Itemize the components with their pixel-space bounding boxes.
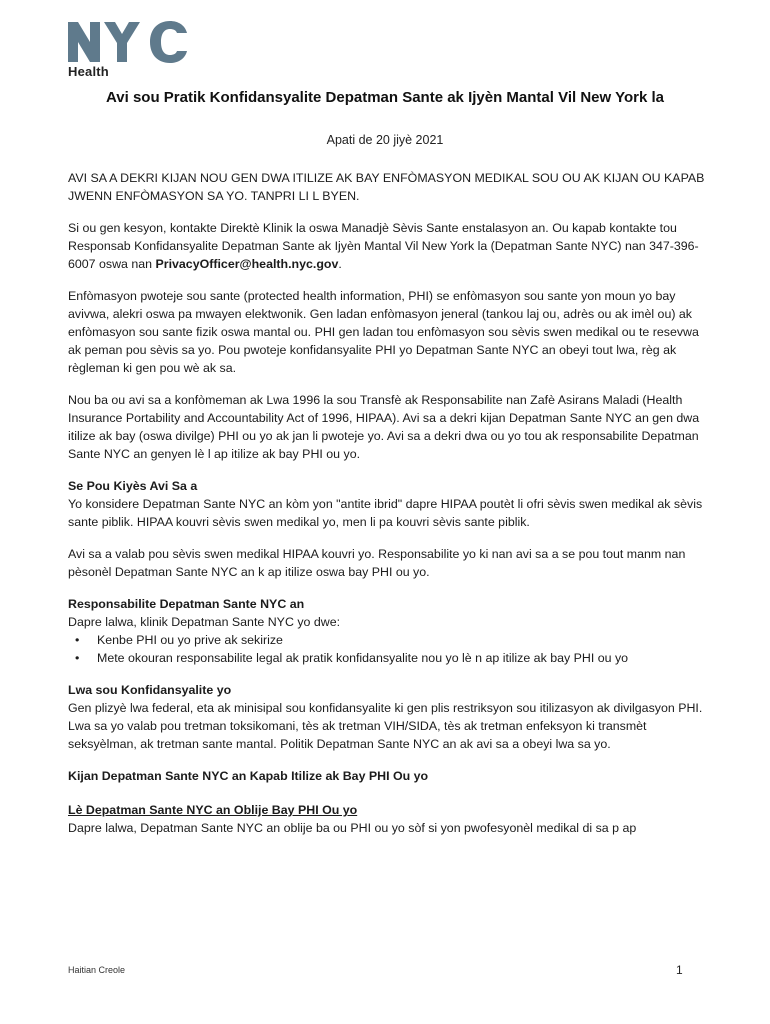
footer-language: Haitian Creole — [68, 965, 126, 975]
bullet-icon: • — [75, 651, 80, 665]
required-disclosure-paragraph: Dapre lalwa, Depatman Sante NYC an oblije ba ou PHI ou yo sòf si yon pwofesyonèl medikal di sa p ap — [68, 821, 637, 835]
section-heading-scope: Se Pou Kiyès Avi Sa a — [68, 479, 198, 493]
contact-paragraph — [68, 219, 708, 273]
section-heading-required-disclosure: Lè Depatman Sante NYC an Oblije Bay PHI Ou yo — [68, 803, 358, 817]
contact-end: . — [338, 257, 342, 271]
nyc-logo-mark — [67, 20, 191, 64]
section-heading-uses: Kijan Depatman Sante NYC an Kapab Itilize ak Bay PHI Ou yo — [68, 769, 429, 783]
phi-paragraph: Enfòmasyon pwoteje sou sante (protected health information, PHI) se enfòmasyon sou sante yon moun yo bay avivwa, alekri oswa pa mwayen elektwonik. Gen ladan enfòmasyon jeneral (tankou laj ou, adrès ou ak imèl ou) ak enfòmasyon sou sante fizik oswa mantal ou. PHI gen ladan tou enfòmasyon sou sèvis swen medikal ou te resevwa ak peman pou sèvis sa yo. Pou pwoteje konfidansyalite PHI yo Depatman Sante NYC an obeyi tout lwa, règ ak règleman ki gen pou wè ak sa. — [68, 289, 699, 375]
bullet-icon: • — [75, 633, 80, 647]
scope-paragraph-2: Avi sa a valab pou sèvis swen medikal HIPAA kouvri yo. Responsabilite yo ki nan avi sa a se pou tout manm nan pèsonèl Depatman Sante NYC an k ap itilize oswa bay PHI ou yo. — [68, 547, 686, 579]
document-title: Avi sou Pratik Konfidansyalite Depatman Sante ak Ijyèn Mantal Vil New York la — [106, 89, 664, 106]
page-number: 1 — [676, 963, 683, 977]
privacy-laws-paragraph: Gen plizyè lwa federal, eta ak minisipal sou konfidansyalite ki gen plis restriksyon sou itilizasyon ak divilgasyon PHI. Lwa sa yo valab pou tretman toksikomani, tès ak tretman VIH/SIDA, tès ak tretman enfeksyon ki transmèt seksyèlman, ak tretman sante mantal. Politik Depatman Sante NYC an ak avi sa a obeyi lwa sa yo. — [68, 701, 703, 751]
document-date: Apati de 20 jiyè 2021 — [326, 133, 444, 147]
scope-paragraph-1: Yo konsidere Depatman Sante NYC an kòm yon "antite ibrid" dapre HIPAA poutèt li ofri sèvis swen medikal ak sèvis sante piblik. HIPAA kouvri sèvis swen medikal yo, men li pa kouvri sèvis sante piblik. — [68, 497, 703, 529]
list-item — [68, 649, 708, 667]
section-heading-privacy-laws: Lwa sou Konfidansyalite yo — [68, 683, 232, 697]
intro-notice: AVI SA A DEKRI KIJAN NOU GEN DWA ITILIZE AK BAY ENFÒMASYON MEDIKAL SOU OU AK KIJAN OU KAPAB JWENN ENFÒMASYON SA YO. TANPRI LI L BYEN. — [68, 171, 705, 203]
section-heading-responsibilities: Responsabilite Depatman Sante NYC an — [68, 597, 305, 611]
responsibilities-list — [68, 631, 708, 667]
list-item-text: Kenbe PHI ou yo prive ak sekirize — [97, 633, 283, 647]
list-item — [68, 631, 708, 649]
hipaa-paragraph: Nou ba ou avi sa a konfòmeman ak Lwa 1996 la sou Transfè ak Responsabilite nan Zafè Asirans Maladi (Health Insurance Portability and Accountability Act of 1996, HIPAA). Avi sa a dekri kijan Depatman Sante NYC an gen dwa itilize ak bay (oswa divilge) PHI ou yo ak jan li pwoteje yo. Avi sa a dekri dwa ou yo tou ak responsabilite Depatman Sante NYC an genyen lè l ap itilize ak bay PHI ou yo. — [68, 393, 700, 461]
contact-text: Si ou gen kesyon, kontakte Direktè Klinik la oswa Manadjè Sèvis Sante enstalasyon an. Ou kapab kontakte tou Responsab Konfidansyalite Depatman Sante ak Ijyèn Mantal Vil New York la (Depatman Sante NYC) nan 347-396-6007 oswa nan — [68, 221, 699, 271]
responsibilities-intro: Dapre lalwa, klinik Depatman Sante NYC yo dwe: — [68, 615, 341, 629]
nyc-health-logo — [67, 20, 191, 82]
privacy-officer-email[interactable]: PrivacyOfficer@health.nyc.gov — [155, 257, 339, 271]
document-body — [68, 169, 708, 837]
logo-health-text: Health — [68, 64, 109, 79]
list-item-text: Mete okouran responsabilite legal ak pratik konfidansyalite nou yo lè n ap itilize ak bay PHI ou yo — [97, 651, 629, 665]
